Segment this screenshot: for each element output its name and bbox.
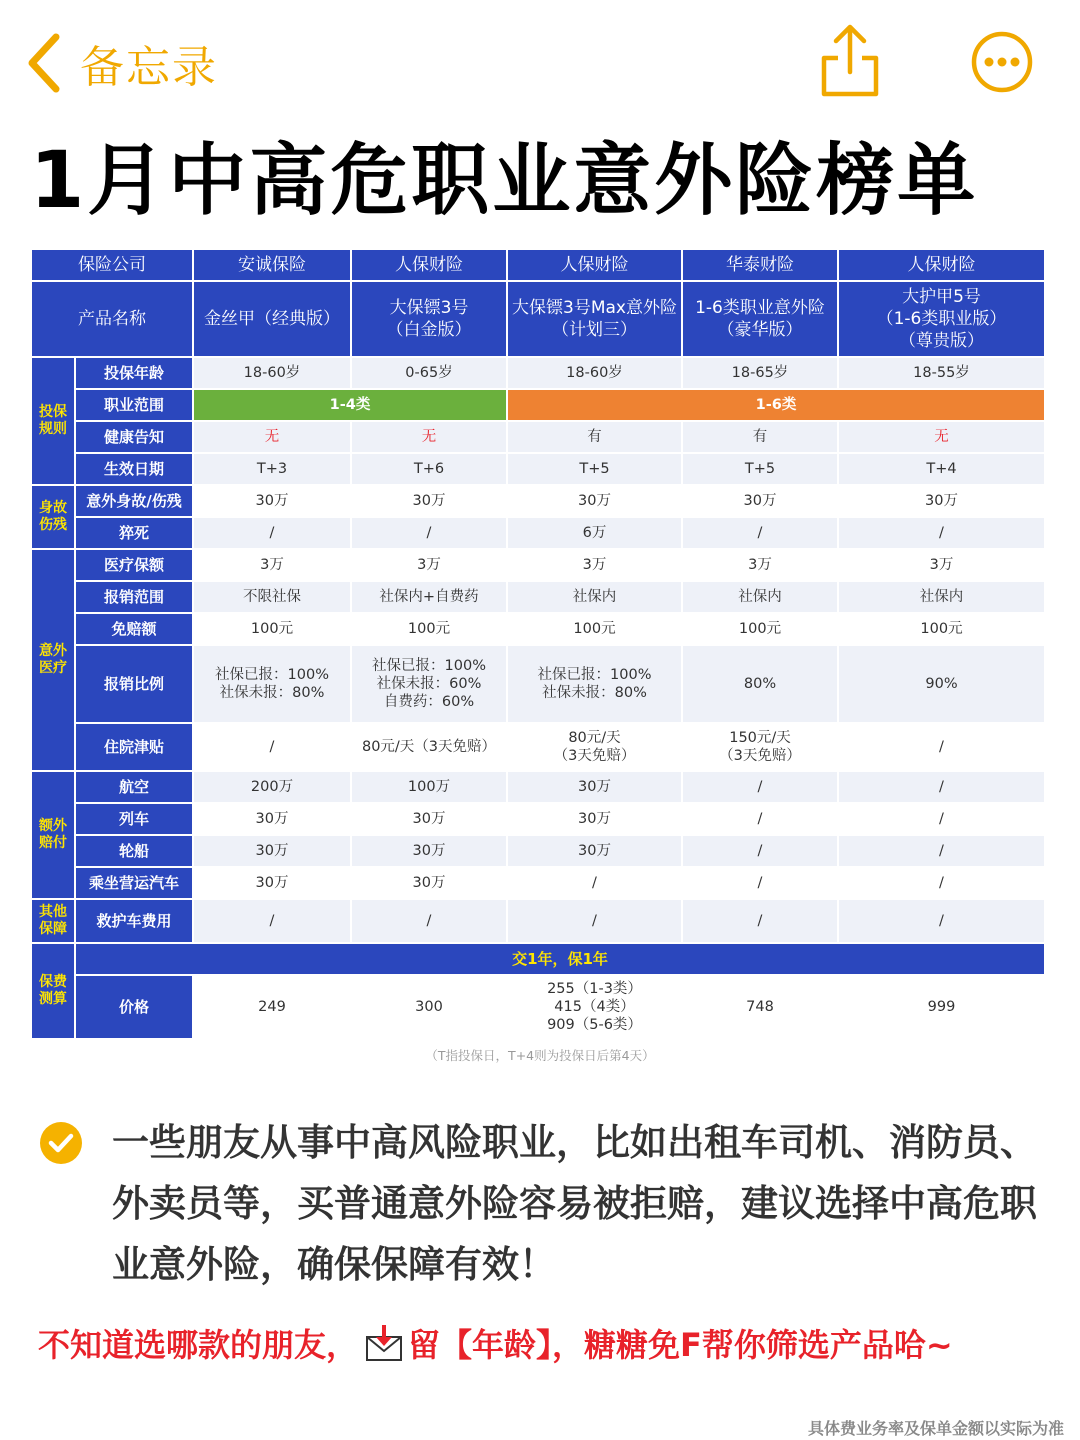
product-name: 大保镖3号 （白金版） xyxy=(352,282,506,356)
page-title: 1月中高危职业意外险榜单 xyxy=(30,136,979,226)
cell: 社保内+自费药 xyxy=(352,582,506,612)
table-row xyxy=(32,772,1044,802)
cell: T+3 xyxy=(194,454,350,484)
table-row xyxy=(32,804,1044,834)
chevron-left-icon xyxy=(22,31,66,95)
cell: 3万 xyxy=(352,550,506,580)
cell: 100元 xyxy=(508,614,681,644)
cell: / xyxy=(839,868,1044,898)
table-row xyxy=(32,422,1044,452)
cell: 100元 xyxy=(352,614,506,644)
row-label: 报销范围 xyxy=(76,582,192,612)
cell: T+6 xyxy=(352,454,506,484)
cell: 200万 xyxy=(194,772,350,802)
cell: 社保内 xyxy=(508,582,681,612)
category-medical: 意外医疗 xyxy=(32,550,74,770)
table-row xyxy=(32,390,1044,420)
cell: 18-60岁 xyxy=(508,358,681,388)
cell: 30万 xyxy=(839,486,1044,516)
footer-disclaimer: 具体费业务率及保单金额以实际为准 xyxy=(807,1419,1064,1438)
cell: / xyxy=(683,804,837,834)
cell: 社保已报：100% 社保未报：60% 自费药：60% xyxy=(352,646,506,722)
cell: 100万 xyxy=(352,772,506,802)
row-label: 免赔额 xyxy=(76,614,192,644)
cell: 100元 xyxy=(839,614,1044,644)
tip-block xyxy=(38,1112,1048,1295)
category-premium: 保费测算 xyxy=(32,944,74,1038)
product-name: 大保镖3号Max意外险 （计划三） xyxy=(508,282,681,356)
footnote: （T指投保日，T+4则为投保日后第4天） xyxy=(425,1048,655,1063)
table-row xyxy=(32,724,1044,770)
cell: / xyxy=(352,900,506,942)
table-row xyxy=(32,454,1044,484)
cell: / xyxy=(839,836,1044,866)
cell: 30万 xyxy=(194,868,350,898)
row-label: 救护车费用 xyxy=(76,900,192,942)
cell: / xyxy=(352,518,506,548)
table-row xyxy=(32,646,1044,722)
table-row xyxy=(32,836,1044,866)
cell: 社保已报：100% 社保未报：80% xyxy=(508,646,681,722)
cell: 748 xyxy=(683,976,837,1038)
cell: 249 xyxy=(194,976,350,1038)
cell: 不限社保 xyxy=(194,582,350,612)
cell: 无 xyxy=(839,422,1044,452)
cell: 有 xyxy=(508,422,681,452)
row-label: 意外身故/伤残 xyxy=(76,486,192,516)
cell: 100元 xyxy=(194,614,350,644)
table-row xyxy=(32,614,1044,644)
cell: 社保内 xyxy=(683,582,837,612)
cell: / xyxy=(194,900,350,942)
cell: 社保内 xyxy=(839,582,1044,612)
cell: 30万 xyxy=(352,868,506,898)
cell: 30万 xyxy=(508,804,681,834)
row-label: 健康告知 xyxy=(76,422,192,452)
cell: / xyxy=(508,868,681,898)
cell: 3万 xyxy=(508,550,681,580)
cell: 300 xyxy=(352,976,506,1038)
cell: 18-65岁 xyxy=(683,358,837,388)
row-label: 航空 xyxy=(76,772,192,802)
row-label: 医疗保额 xyxy=(76,550,192,580)
row-label: 价格 xyxy=(76,976,192,1038)
row-label: 轮船 xyxy=(76,836,192,866)
cell: 社保已报：100% 社保未报：80% xyxy=(194,646,350,722)
cell: / xyxy=(839,772,1044,802)
cell: 150元/天 （3天免赔） xyxy=(683,724,837,770)
call-to-action xyxy=(38,1320,953,1366)
table-row xyxy=(32,550,1044,580)
cell: 有 xyxy=(683,422,837,452)
cell: 30万 xyxy=(352,836,506,866)
row-label: 住院津贴 xyxy=(76,724,192,770)
cell: 6万 xyxy=(508,518,681,548)
category-other: 其他保障 xyxy=(32,900,74,942)
table-row xyxy=(32,486,1044,516)
row-label: 猝死 xyxy=(76,518,192,548)
cell: / xyxy=(194,518,350,548)
cell: / xyxy=(839,518,1044,548)
product-name: 1-6类职业意外险 （豪华版） xyxy=(683,282,837,356)
more-icon[interactable] xyxy=(970,30,1034,94)
cell: 30万 xyxy=(194,804,350,834)
cell: / xyxy=(508,900,681,942)
table-row xyxy=(32,900,1044,942)
table-row xyxy=(32,868,1044,898)
cell: / xyxy=(839,724,1044,770)
header-company-label: 保险公司 xyxy=(32,250,192,280)
navigation-bar xyxy=(0,0,1080,120)
category-rules: 投保规则 xyxy=(32,358,74,484)
occupation-group-badge: 1-6类 xyxy=(508,390,1044,420)
cell: T+4 xyxy=(839,454,1044,484)
cell: 30万 xyxy=(683,486,837,516)
cell: / xyxy=(194,724,350,770)
cell: T+5 xyxy=(683,454,837,484)
cell: 3万 xyxy=(839,550,1044,580)
cell: 100元 xyxy=(683,614,837,644)
table-row xyxy=(32,282,1044,356)
header-product-label: 产品名称 xyxy=(32,282,192,356)
cell: 30万 xyxy=(352,804,506,834)
table-row xyxy=(32,976,1044,1038)
cell: 30万 xyxy=(352,486,506,516)
cell: 80元/天 （3天免赔） xyxy=(508,724,681,770)
cell: 80元/天（3天免赔） xyxy=(352,724,506,770)
cell: 30万 xyxy=(508,836,681,866)
table-row xyxy=(32,358,1044,388)
occupation-group-badge: 1-4类 xyxy=(194,390,506,420)
cell: 0-65岁 xyxy=(352,358,506,388)
back-label: 备忘录 xyxy=(80,42,218,93)
cell: 30万 xyxy=(194,486,350,516)
company-name: 人保财险 xyxy=(508,250,681,280)
pay-term-band: 交1年，保1年 xyxy=(76,944,1044,974)
table-row xyxy=(32,944,1044,974)
row-label: 职业范围 xyxy=(76,390,192,420)
cell: / xyxy=(683,836,837,866)
cta-text-before: 不知道选哪款的朋友， xyxy=(38,1326,359,1364)
cell: 3万 xyxy=(194,550,350,580)
row-label: 生效日期 xyxy=(76,454,192,484)
company-name: 安诚保险 xyxy=(194,250,350,280)
check-circle-icon xyxy=(38,1120,84,1166)
row-label: 投保年龄 xyxy=(76,358,192,388)
company-name: 人保财险 xyxy=(839,250,1044,280)
table-row xyxy=(32,582,1044,612)
cell: / xyxy=(683,772,837,802)
cell: / xyxy=(683,900,837,942)
cell: 30万 xyxy=(194,836,350,866)
cell: / xyxy=(839,804,1044,834)
row-label: 列车 xyxy=(76,804,192,834)
cell: 90% xyxy=(839,646,1044,722)
cell: / xyxy=(839,900,1044,942)
cell: 30万 xyxy=(508,486,681,516)
cell: / xyxy=(683,868,837,898)
cell: 30万 xyxy=(508,772,681,802)
cell: 999 xyxy=(839,976,1044,1038)
row-label: 报销比例 xyxy=(76,646,192,722)
cell: 3万 xyxy=(683,550,837,580)
cta-text-after: 留【年龄】，糖糖免F帮你筛选产品哈~ xyxy=(408,1326,953,1364)
mail-download-icon xyxy=(364,1323,404,1363)
comparison-table xyxy=(30,248,1042,1040)
category-death: 身故伤残 xyxy=(32,486,74,548)
product-name: 金丝甲（经典版） xyxy=(194,282,350,356)
company-name: 华泰财险 xyxy=(683,250,837,280)
cell: / xyxy=(683,518,837,548)
cell: 80% xyxy=(683,646,837,722)
table-row xyxy=(32,518,1044,548)
cell: T+5 xyxy=(508,454,681,484)
cell: 无 xyxy=(352,422,506,452)
back-button[interactable] xyxy=(22,28,218,98)
company-name: 人保财险 xyxy=(352,250,506,280)
table-row xyxy=(32,250,1044,280)
category-extra: 额外赔付 xyxy=(32,772,74,898)
share-icon[interactable] xyxy=(818,22,882,98)
product-name: 大护甲5号 （1-6类职业版） （尊贵版） xyxy=(839,282,1044,356)
row-label: 乘坐营运汽车 xyxy=(76,868,192,898)
cell: 255（1-3类） 415（4类） 909（5-6类） xyxy=(508,976,681,1038)
cell: 18-55岁 xyxy=(839,358,1044,388)
tip-text: 一些朋友从事中高风险职业，比如出租车司机、消防员、外卖员等，买普通意外险容易被拒赔，建议选择中高危职业意外险，确保保障有效！ xyxy=(112,1121,1037,1286)
cell: 18-60岁 xyxy=(194,358,350,388)
cell: 无 xyxy=(194,422,350,452)
